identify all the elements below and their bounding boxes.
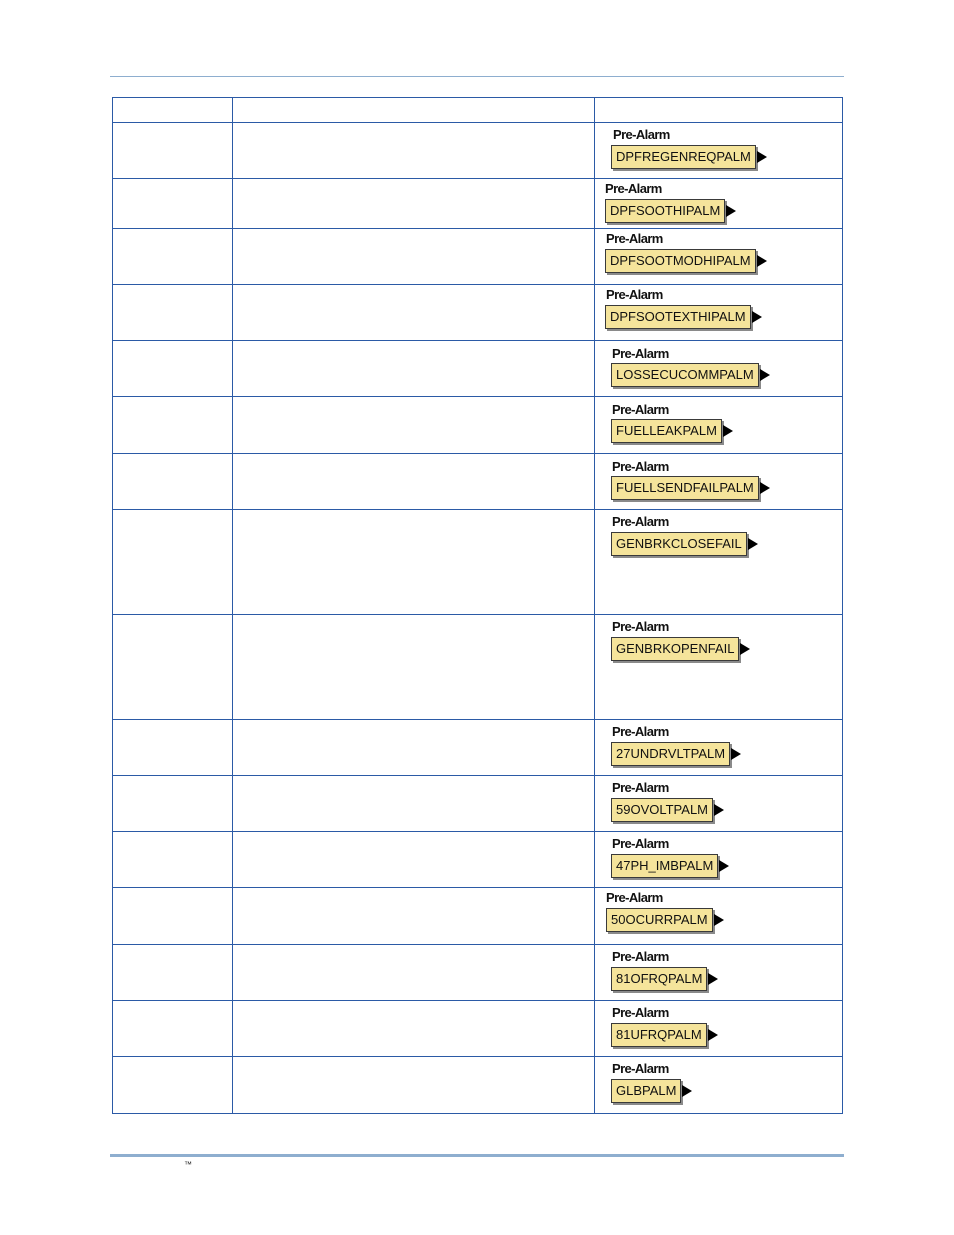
arrow-right-icon — [708, 973, 718, 985]
row-description-cell — [233, 397, 595, 454]
arrow-right-icon — [726, 205, 736, 217]
signal-tag: DPFSOOTMODHIPALM — [605, 249, 756, 273]
arrow-right-icon — [757, 151, 767, 163]
row-description-cell — [233, 945, 595, 1001]
signal-tag: 47PH_IMBPALM — [611, 854, 718, 878]
header-cell-1 — [113, 98, 233, 123]
row-name-cell — [113, 888, 233, 945]
row-logic-cell — [595, 615, 843, 720]
row-name-cell — [113, 615, 233, 720]
row-description-cell — [233, 832, 595, 888]
row-logic-cell — [595, 397, 843, 454]
prealarm-label: Pre-Alarm — [612, 459, 669, 474]
signal-tag: 81UFRQPALM — [611, 1023, 707, 1047]
row-logic-cell — [595, 720, 843, 776]
logic-output-block — [611, 1079, 692, 1103]
row-name-cell — [113, 510, 233, 615]
row-name-cell — [113, 776, 233, 832]
arrow-right-icon — [708, 1029, 718, 1041]
row-description-cell — [233, 229, 595, 285]
row-description-cell — [233, 720, 595, 776]
logic-output-block — [611, 532, 758, 556]
prealarm-label: Pre-Alarm — [612, 1061, 669, 1076]
table-row — [113, 285, 843, 341]
row-name-cell — [113, 341, 233, 397]
table-row — [113, 1001, 843, 1057]
logic-output-block — [611, 637, 750, 661]
row-logic-cell — [595, 510, 843, 615]
logic-output-block — [605, 249, 767, 273]
logic-output-block — [611, 798, 724, 822]
table-row — [113, 179, 843, 229]
row-name-cell — [113, 229, 233, 285]
prealarm-label: Pre-Alarm — [605, 181, 662, 196]
arrow-right-icon — [760, 369, 770, 381]
row-logic-cell — [595, 1057, 843, 1114]
row-description-cell — [233, 615, 595, 720]
row-description-cell — [233, 341, 595, 397]
trademark-mark: ™ — [184, 1160, 192, 1169]
signal-tag: LOSSECUCOMMPALM — [611, 363, 759, 387]
signal-tag: FUELLSENDFAILPALM — [611, 476, 759, 500]
signal-tag: FUELLEAKPALM — [611, 419, 722, 443]
signal-tag: DPFREGENREQPALM — [611, 145, 756, 169]
prealarm-label: Pre-Alarm — [606, 890, 663, 905]
row-description-cell — [233, 1001, 595, 1057]
row-logic-cell — [595, 179, 843, 229]
row-logic-cell — [595, 832, 843, 888]
table-row — [113, 397, 843, 454]
signal-tag: 81OFRQPALM — [611, 967, 707, 991]
arrow-right-icon — [740, 643, 750, 655]
logic-output-block — [611, 363, 770, 387]
prealarm-label: Pre-Alarm — [612, 1005, 669, 1020]
row-name-cell — [113, 179, 233, 229]
logic-output-block — [611, 419, 733, 443]
row-description-cell — [233, 888, 595, 945]
logic-output-block — [605, 305, 762, 329]
logic-output-block — [605, 199, 736, 223]
row-name-cell — [113, 945, 233, 1001]
table-row — [113, 1057, 843, 1114]
row-logic-cell — [595, 341, 843, 397]
row-description-cell — [233, 510, 595, 615]
arrow-right-icon — [752, 311, 762, 323]
signal-tag: DPFSOOTHIPALM — [605, 199, 725, 223]
row-description-cell — [233, 776, 595, 832]
logic-output-block — [611, 1023, 718, 1047]
arrow-right-icon — [757, 255, 767, 267]
header-cell-3 — [595, 98, 843, 123]
footer-rule — [110, 1154, 844, 1157]
row-description-cell — [233, 123, 595, 179]
table-row — [113, 888, 843, 945]
logic-output-block — [611, 476, 770, 500]
table-row — [113, 776, 843, 832]
arrow-right-icon — [731, 748, 741, 760]
row-description-cell — [233, 1057, 595, 1114]
signal-tag: 59OVOLTPALM — [611, 798, 713, 822]
row-name-cell — [113, 1001, 233, 1057]
prealarm-label: Pre-Alarm — [613, 127, 670, 142]
row-name-cell — [113, 720, 233, 776]
table-row — [113, 229, 843, 285]
logic-output-block — [611, 854, 729, 878]
row-description-cell — [233, 285, 595, 341]
logic-output-block — [606, 908, 724, 932]
row-description-cell — [233, 454, 595, 510]
table-header-row — [113, 98, 843, 123]
table-row — [113, 832, 843, 888]
arrow-right-icon — [682, 1085, 692, 1097]
table-row — [113, 615, 843, 720]
header-rule — [110, 76, 844, 77]
table-row — [113, 341, 843, 397]
row-logic-cell — [595, 888, 843, 945]
prealarm-logic-table — [112, 97, 843, 1114]
prealarm-label: Pre-Alarm — [612, 346, 669, 361]
prealarm-label: Pre-Alarm — [606, 287, 663, 302]
prealarm-label: Pre-Alarm — [612, 836, 669, 851]
row-description-cell — [233, 179, 595, 229]
prealarm-label: Pre-Alarm — [606, 231, 663, 246]
logic-output-block — [611, 145, 767, 169]
prealarm-label: Pre-Alarm — [612, 514, 669, 529]
signal-tag: 27UNDRVLTPALM — [611, 742, 730, 766]
arrow-right-icon — [719, 860, 729, 872]
logic-output-block — [611, 742, 741, 766]
signal-tag: GLBPALM — [611, 1079, 681, 1103]
row-logic-cell — [595, 285, 843, 341]
prealarm-label: Pre-Alarm — [612, 619, 669, 634]
arrow-right-icon — [760, 482, 770, 494]
arrow-right-icon — [714, 914, 724, 926]
row-name-cell — [113, 454, 233, 510]
row-name-cell — [113, 123, 233, 179]
row-logic-cell — [595, 123, 843, 179]
signal-tag: GENBRKCLOSEFAIL — [611, 532, 747, 556]
row-name-cell — [113, 1057, 233, 1114]
arrow-right-icon — [723, 425, 733, 437]
row-logic-cell — [595, 776, 843, 832]
prealarm-label: Pre-Alarm — [612, 949, 669, 964]
prealarm-label: Pre-Alarm — [612, 402, 669, 417]
prealarm-label: Pre-Alarm — [612, 780, 669, 795]
signal-tag: GENBRKOPENFAIL — [611, 637, 739, 661]
row-name-cell — [113, 832, 233, 888]
table-row — [113, 720, 843, 776]
row-name-cell — [113, 397, 233, 454]
row-logic-cell — [595, 454, 843, 510]
table-row — [113, 454, 843, 510]
arrow-right-icon — [714, 804, 724, 816]
table-row — [113, 510, 843, 615]
table-row — [113, 945, 843, 1001]
signal-tag: 50OCURRPALM — [606, 908, 713, 932]
table-row — [113, 123, 843, 179]
row-logic-cell — [595, 1001, 843, 1057]
signal-tag: DPFSOOTEXTHIPALM — [605, 305, 751, 329]
header-cell-2 — [233, 98, 595, 123]
row-logic-cell — [595, 945, 843, 1001]
row-logic-cell — [595, 229, 843, 285]
arrow-right-icon — [748, 538, 758, 550]
row-name-cell — [113, 285, 233, 341]
prealarm-label: Pre-Alarm — [612, 724, 669, 739]
logic-output-block — [611, 967, 718, 991]
